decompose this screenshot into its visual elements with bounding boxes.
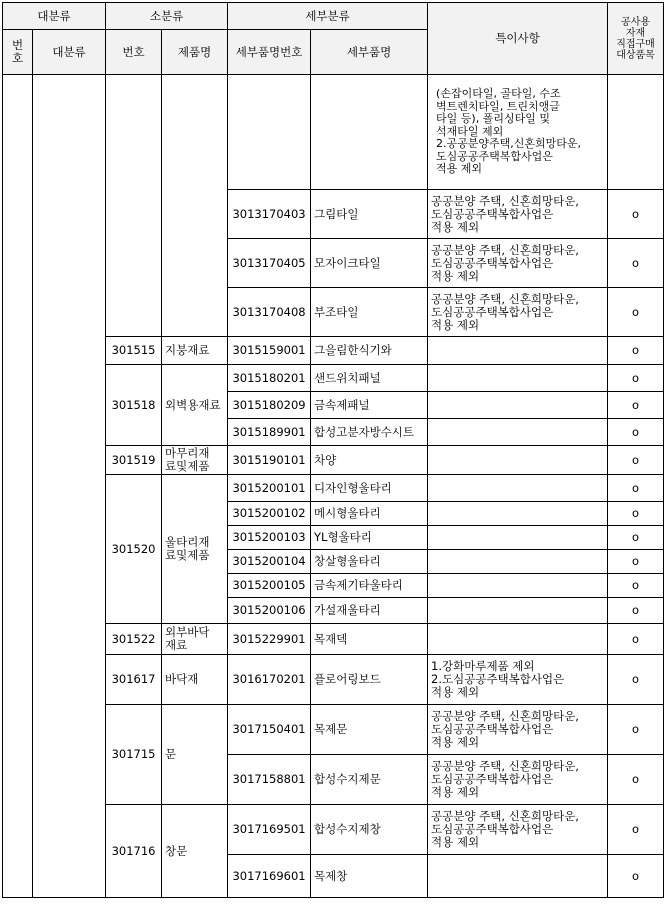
public-mark-cell: o	[608, 855, 664, 898]
detail-name-cell: 샌드위치패널	[311, 365, 428, 392]
notes-cell: 공공분양 주택, 신혼희망타운, 도심공공주택복합사업은 적용 제외	[428, 705, 608, 755]
detail-name-cell: 메시형울타리	[311, 502, 428, 526]
public-mark-cell: o	[608, 239, 664, 288]
minor-name-cell: 마무리재 료및제품	[162, 446, 228, 475]
detail-number-cell: 3017158801	[228, 755, 311, 805]
detail-name-cell	[311, 75, 428, 190]
minor-name-cell: 지붕재료	[162, 337, 228, 365]
notes-cell	[428, 419, 608, 446]
detail-name-cell: 금속제패널	[311, 392, 428, 419]
minor-name-cell: 외부바닥 재료	[162, 624, 228, 655]
public-mark-cell: o	[608, 598, 664, 624]
public-mark-cell: o	[608, 550, 664, 574]
detail-name-cell: 합성수지제문	[311, 755, 428, 805]
table-row	[3, 75, 664, 190]
notes-cell	[428, 392, 608, 419]
detail-number-cell: 3015200102	[228, 502, 311, 526]
notes-cell: 공공분양 주택, 신혼희망타운, 도심공공주택복합사업은 적용 제외	[428, 190, 608, 239]
public-mark-cell: o	[608, 526, 664, 550]
minor-name-cell: 바닥재	[162, 655, 228, 705]
major-cell-empty	[33, 75, 106, 898]
detail-number-cell: 3017169501	[228, 805, 311, 855]
public-mark-cell: o	[608, 574, 664, 598]
number-cell-empty	[3, 75, 33, 898]
detail-number-cell: 3016170201	[228, 655, 311, 705]
detail-number-cell: 3015200101	[228, 475, 311, 502]
notes-cell	[428, 550, 608, 574]
detail-number-cell: 3015189901	[228, 419, 311, 446]
public-mark-cell: o	[608, 446, 664, 475]
minor-number-cell: 301716	[106, 805, 162, 898]
detail-number-cell: 3015200103	[228, 526, 311, 550]
notes-cell	[428, 598, 608, 624]
notes-cell	[428, 337, 608, 365]
notes-cell: 공공분양 주택, 신혼희망타운, 도심공공주택복합사업은 적용 제외	[428, 239, 608, 288]
header-major-group: 대분류	[3, 3, 106, 30]
minor-number-cell-empty	[106, 75, 162, 337]
notes-cell: 공공분양 주택, 신혼희망타운, 도심공공주택복합사업은 적용 제외	[428, 805, 608, 855]
public-mark-cell: o	[608, 624, 664, 655]
product-classification-table	[2, 2, 664, 898]
minor-number-cell: 301520	[106, 475, 162, 624]
notes-cell	[428, 855, 608, 898]
header-public-purchase: 공사용 자재 직접구매 대상품목	[608, 3, 664, 75]
notes-cell: 공공분양 주택, 신혼희망타운, 도심공공주택복합사업은 적용 제외	[428, 288, 608, 337]
detail-name-cell: 가설재울타리	[311, 598, 428, 624]
notes-cell: 1.강화마루제품 제외 2.도심공공주택복합사업은 적용 제외	[428, 655, 608, 705]
public-mark-cell: o	[608, 190, 664, 239]
detail-number-cell: 3015180201	[228, 365, 311, 392]
detail-number-cell: 3015180209	[228, 392, 311, 419]
public-mark-cell: o	[608, 392, 664, 419]
notes-cell	[428, 446, 608, 475]
detail-name-cell: 그을림한식기와	[311, 337, 428, 365]
minor-name-cell: 외벽용재료	[162, 365, 228, 446]
minor-name-cell-empty	[162, 75, 228, 337]
public-mark-cell: o	[608, 365, 664, 392]
notes-cell	[428, 475, 608, 502]
detail-name-cell: 목재덱	[311, 624, 428, 655]
detail-name-cell: 모자이크타일	[311, 239, 428, 288]
detail-name-cell: 목제창	[311, 855, 428, 898]
notes-cell	[428, 624, 608, 655]
detail-name-cell: 부조타일	[311, 288, 428, 337]
public-mark-cell: o	[608, 805, 664, 855]
public-mark-cell	[608, 75, 664, 190]
public-mark-cell: o	[608, 288, 664, 337]
detail-name-cell: 합성수지제창	[311, 805, 428, 855]
public-mark-cell: o	[608, 502, 664, 526]
detail-number-cell: 3017150401	[228, 705, 311, 755]
detail-number-cell: 3013170405	[228, 239, 311, 288]
public-mark-cell: o	[608, 475, 664, 502]
minor-number-cell: 301617	[106, 655, 162, 705]
header-detail-number: 세부품명번호	[228, 30, 311, 75]
public-mark-cell: o	[608, 755, 664, 805]
detail-number-cell: 3013170408	[228, 288, 311, 337]
header-detail-group: 세부분류	[228, 3, 428, 30]
detail-number-cell: 3015159001	[228, 337, 311, 365]
detail-name-cell: 목제문	[311, 705, 428, 755]
public-mark-cell: o	[608, 705, 664, 755]
detail-name-cell: YL형울타리	[311, 526, 428, 550]
public-mark-cell: o	[608, 337, 664, 365]
detail-number-cell: 3017169601	[228, 855, 311, 898]
minor-number-cell: 301515	[106, 337, 162, 365]
detail-name-cell: 창살형울타리	[311, 550, 428, 574]
detail-number-cell: 3015200104	[228, 550, 311, 574]
notes-cell	[428, 502, 608, 526]
notes-cell: (손잡이타일, 골타일, 수조 벽트렌치타일, 트린치앵글 타일 등), 폴리싱타일 및 석재타일 제외 2.공공분양주택,신혼희망타운, 도심공공주택복합사업은 적용 제외	[428, 75, 608, 190]
detail-number-cell: 3013170403	[228, 190, 311, 239]
minor-number-cell: 301519	[106, 446, 162, 475]
detail-number-cell: 3015200106	[228, 598, 311, 624]
notes-cell	[428, 365, 608, 392]
detail-number-cell: 3015229901	[228, 624, 311, 655]
notes-cell	[428, 526, 608, 550]
header-minor-group: 소분류	[106, 3, 228, 30]
detail-name-cell: 합성고분자방수시트	[311, 419, 428, 446]
detail-name-cell: 플로어링보드	[311, 655, 428, 705]
notes-cell	[428, 574, 608, 598]
detail-name-cell: 그림타일	[311, 190, 428, 239]
detail-number-cell: 3015200105	[228, 574, 311, 598]
header-major: 대분류	[33, 30, 106, 75]
detail-name-cell: 금속제기타울타리	[311, 574, 428, 598]
minor-name-cell: 문	[162, 705, 228, 805]
minor-number-cell: 301522	[106, 624, 162, 655]
detail-number-cell: 3015190101	[228, 446, 311, 475]
header-number: 번 호	[3, 30, 33, 75]
detail-number-cell	[228, 75, 311, 190]
minor-number-cell: 301518	[106, 365, 162, 446]
notes-cell: 공공분양 주택, 신혼희망타운, 도심공공주택복합사업은 적용 제외	[428, 755, 608, 805]
header-notes: 특이사항	[428, 3, 608, 75]
public-mark-cell: o	[608, 655, 664, 705]
public-mark-cell: o	[608, 419, 664, 446]
detail-name-cell: 차양	[311, 446, 428, 475]
minor-name-cell: 울타리재 료및제품	[162, 475, 228, 624]
header-minor-number: 번호	[106, 30, 162, 75]
header-detail-name: 세부품명	[311, 30, 428, 75]
minor-name-cell: 창문	[162, 805, 228, 898]
minor-number-cell: 301715	[106, 705, 162, 805]
header-minor-name: 제품명	[162, 30, 228, 75]
detail-name-cell: 디자인형울타리	[311, 475, 428, 502]
